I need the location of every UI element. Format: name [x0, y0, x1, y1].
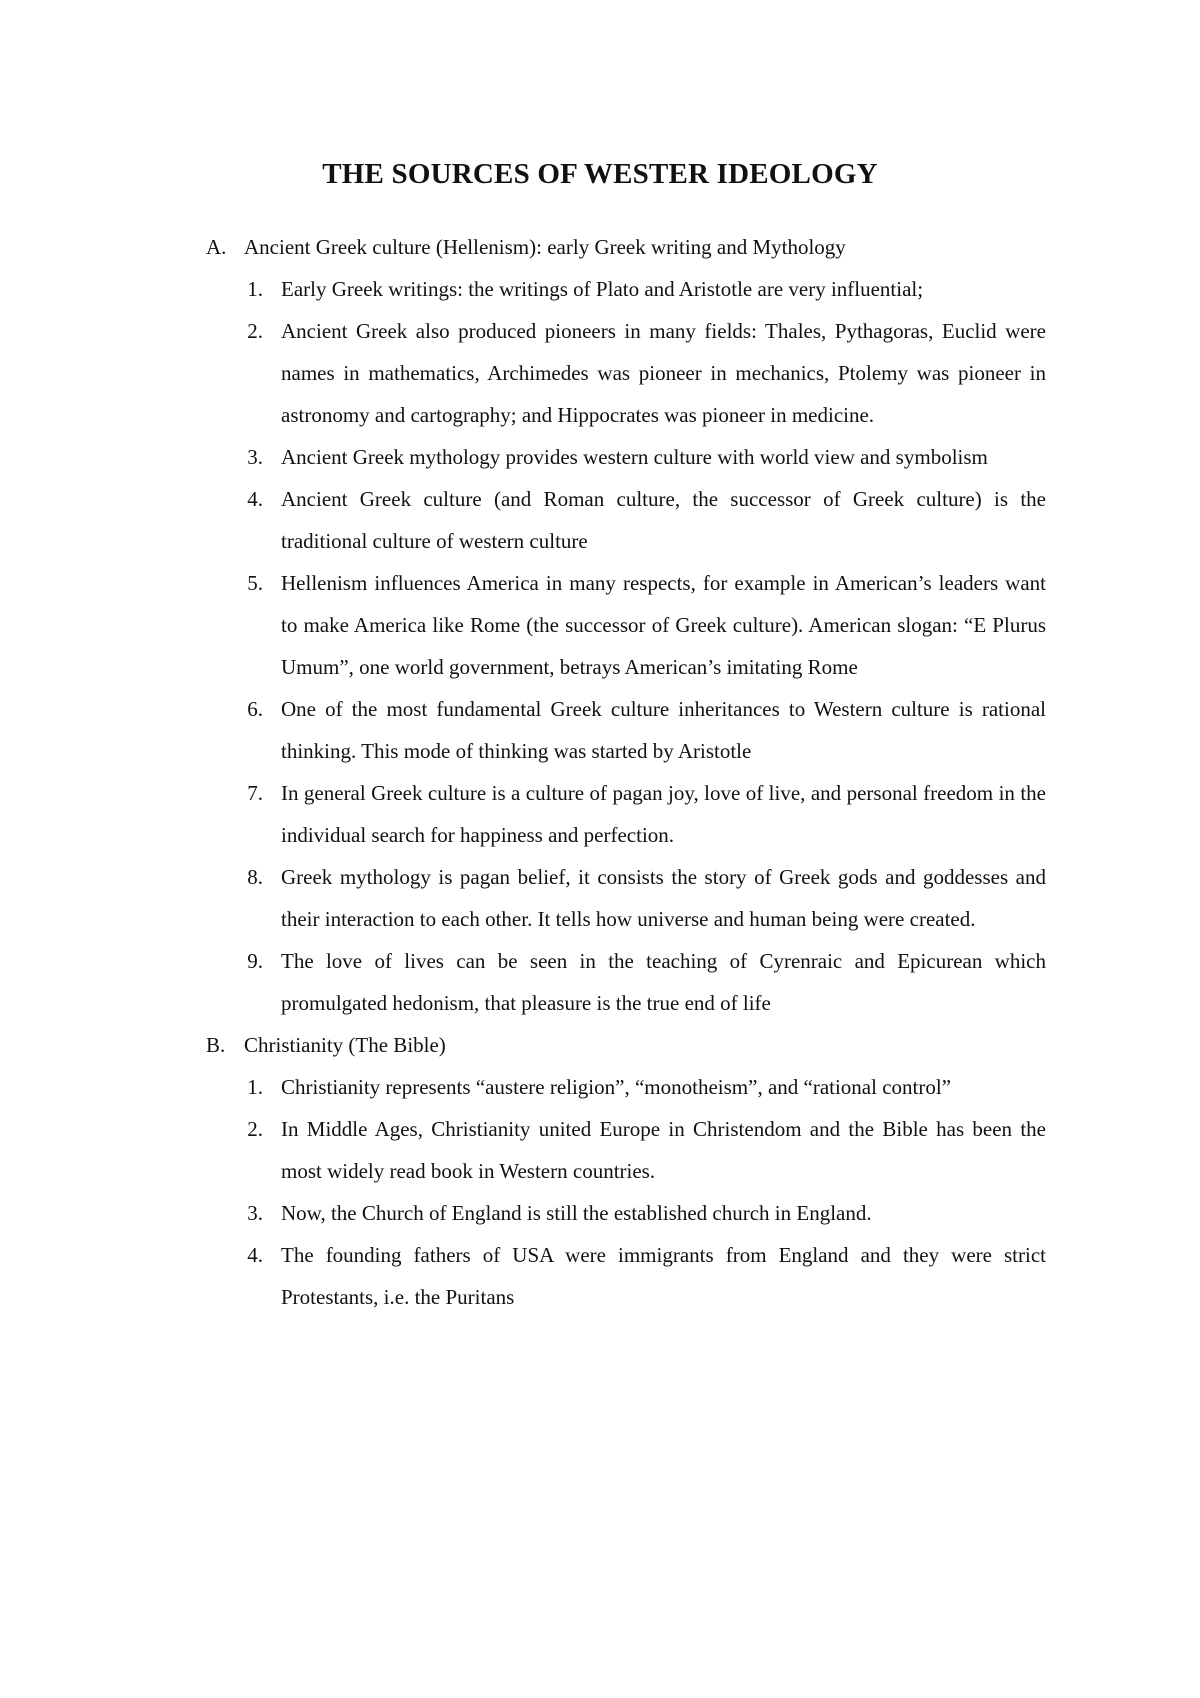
list-item-text: Christianity represents “austere religion”, “monotheism”, and “rational control” [281, 1075, 952, 1099]
section-a [0, 226, 1200, 1024]
list-item-number: 3. [247, 445, 263, 469]
list-item [0, 1108, 1200, 1192]
list-item-number: 8. [247, 865, 263, 889]
list-item-text: Ancient Greek also produced pioneers in many fields: Thales, Pythagoras, Euclid were names in mathematics, Archimedes was pioneer in mechanics, Ptolemy was pioneer in astronomy and cartography; and Hippocrates was pioneer in medicine. [281, 319, 1046, 427]
list-item-number: 4. [247, 487, 263, 511]
list-item-number: 2. [247, 1117, 263, 1141]
list-item [0, 310, 1200, 436]
list-item-text: The love of lives can be seen in the teaching of Cyrenraic and Epicurean which promulgated hedonism, that pleasure is the true end of life [281, 949, 1046, 1015]
list-item-text: One of the most fundamental Greek culture inheritances to Western culture is rational thinking. This mode of thinking was started by Aristotle [281, 697, 1046, 763]
list-item-number: 4. [247, 1243, 263, 1267]
list-item-number: 6. [247, 697, 263, 721]
section-b [0, 1024, 1200, 1318]
document-body [0, 226, 1200, 1318]
list-item [0, 268, 1200, 310]
list-item-text: Early Greek writings: the writings of Plato and Aristotle are very influential; [281, 277, 924, 301]
list-item-text: In Middle Ages, Christianity united Europe in Christendom and the Bible has been the most widely read book in Western countries. [281, 1117, 1046, 1183]
list-item [0, 1192, 1200, 1234]
list-item [0, 772, 1200, 856]
list-item [0, 856, 1200, 940]
section-letter: B. [206, 1033, 226, 1057]
document-title: THE SOURCES OF WESTER IDEOLOGY [322, 158, 878, 190]
section-heading-text: Christianity (The Bible) [244, 1033, 446, 1057]
list-item-number: 3. [247, 1201, 263, 1225]
section-heading [0, 226, 1200, 268]
list-item-number: 9. [247, 949, 263, 973]
list-item [0, 688, 1200, 772]
list-item-text: The founding fathers of USA were immigrants from England and they were strict Protestants, i.e. the Puritans [281, 1243, 1046, 1309]
list-item-text: Now, the Church of England is still the established church in England. [281, 1201, 872, 1225]
list-item-text: Greek mythology is pagan belief, it consists the story of Greek gods and goddesses and their interaction to each other. It tells how universe and human being were created. [281, 865, 1046, 931]
list-item-text: In general Greek culture is a culture of pagan joy, love of live, and personal freedom in the individual search for happiness and perfection. [281, 781, 1046, 847]
list-item [0, 1234, 1200, 1318]
list-item [0, 562, 1200, 688]
list-item-number: 1. [247, 1075, 263, 1099]
list-item [0, 436, 1200, 478]
list-item [0, 478, 1200, 562]
section-heading [0, 1024, 1200, 1066]
list-item-number: 2. [247, 319, 263, 343]
list-item-text: Ancient Greek culture (and Roman culture, the successor of Greek culture) is the traditional culture of western culture [281, 487, 1046, 553]
list-item [0, 1066, 1200, 1108]
section-letter: A. [206, 235, 227, 259]
list-item-number: 5. [247, 571, 263, 595]
list-item-number: 1. [247, 277, 263, 301]
list-item [0, 940, 1200, 1024]
list-item-text: Ancient Greek mythology provides western culture with world view and symbolism [281, 445, 988, 469]
section-heading-text: Ancient Greek culture (Hellenism): early Greek writing and Mythology [244, 235, 846, 259]
list-item-text: Hellenism influences America in many respects, for example in American’s leaders want to make America like Rome (the successor of Greek culture). American slogan: “E Plurus Umum”, one world government, betrays American’s imitating Rome [281, 571, 1046, 679]
list-item-number: 7. [247, 781, 263, 805]
